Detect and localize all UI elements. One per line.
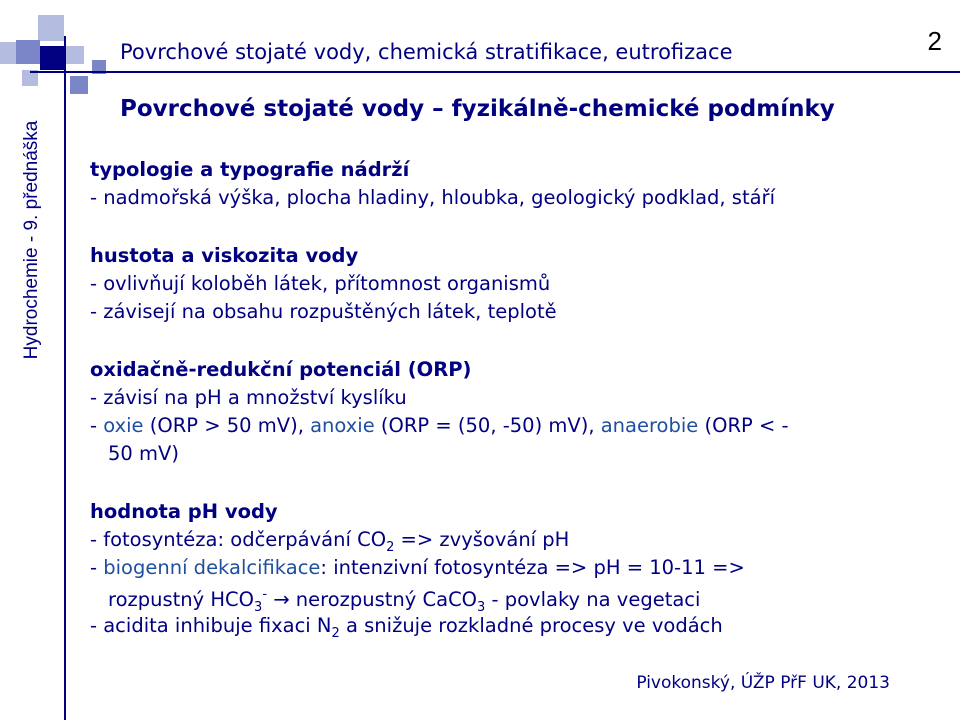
subscript: 3 [254, 600, 263, 615]
list-item [90, 530, 569, 554]
list-item [90, 616, 723, 640]
slide-title: Povrchové stojaté vody – fyzikálně-chemické podmínky [120, 96, 835, 122]
list-item: - nadmořská výška, plocha hladiny, hloubka, geologický podklad, stáří [90, 186, 775, 209]
text-segment: → nerozpustný CaCO [267, 588, 478, 611]
subscript: 3 [477, 600, 486, 615]
subscript: 2 [386, 540, 395, 555]
text-segment: : intenzivní fotosyntéza => pH = 10-11 => [320, 556, 745, 579]
term-biogenni-dekalcifikace: biogenní dekalcifikace [103, 556, 321, 579]
footer-credit: Pivokonský, ÚŽP PřF UK, 2013 [636, 673, 890, 693]
text-segment: (ORP = (50, -50) mV), [374, 414, 601, 437]
list-dash: - [90, 556, 104, 579]
list-item: - ovlivňují koloběh látek, přítomnost organismů [90, 272, 551, 295]
header-title: Povrchové stojaté vody, chemická stratifikace, eutrofizace [120, 40, 733, 64]
section-heading-ph: hodnota pH vody [90, 500, 278, 523]
list-item [90, 558, 745, 578]
text-segment: (ORP > 50 mV), [143, 414, 311, 437]
text-segment: => zvyšování pH [394, 528, 570, 551]
header-rule [30, 71, 960, 73]
text-segment: (ORP < - [698, 414, 789, 437]
superscript: - [262, 587, 268, 602]
sidebar [0, 0, 64, 720]
text-segment: a snižuje rozkladné procesy ve vodách [339, 614, 723, 637]
section-heading-orp: oxidačně-redukční potenciál (ORP) [90, 358, 472, 381]
decorative-square [66, 46, 84, 64]
list-dash: - [90, 414, 104, 437]
page-number: 2 [927, 26, 942, 56]
list-item: - závisejí na obsahu rozpuštěných látek, teplotě [90, 300, 557, 323]
list-item-continuation [108, 588, 700, 614]
sidebar-divider [64, 36, 66, 720]
decorative-square [70, 76, 88, 94]
section-heading-hustota: hustota a viskozita vody [90, 244, 359, 267]
subscript: 2 [331, 626, 340, 641]
text-segment: rozpustný HCO [108, 588, 255, 611]
term-anaerobie: anaerobie [600, 414, 699, 437]
list-item: - závisí na pH a množství kyslíku [90, 386, 407, 409]
text-segment: - povlaky na vegetaci [485, 588, 701, 611]
term-oxie: oxie [103, 414, 144, 437]
section-heading-typologie: typologie a typografie nádrží [90, 158, 410, 181]
text-segment: - acidita inhibuje fixaci N [90, 614, 332, 637]
term-anoxie: anoxie [310, 414, 375, 437]
list-item-continuation: 50 mV) [108, 442, 179, 465]
text-segment: - fotosyntéza: odčerpávání CO [90, 528, 387, 551]
list-item [90, 416, 789, 436]
sidebar-label: Hydrochemie - 9. přednáška [21, 120, 42, 360]
